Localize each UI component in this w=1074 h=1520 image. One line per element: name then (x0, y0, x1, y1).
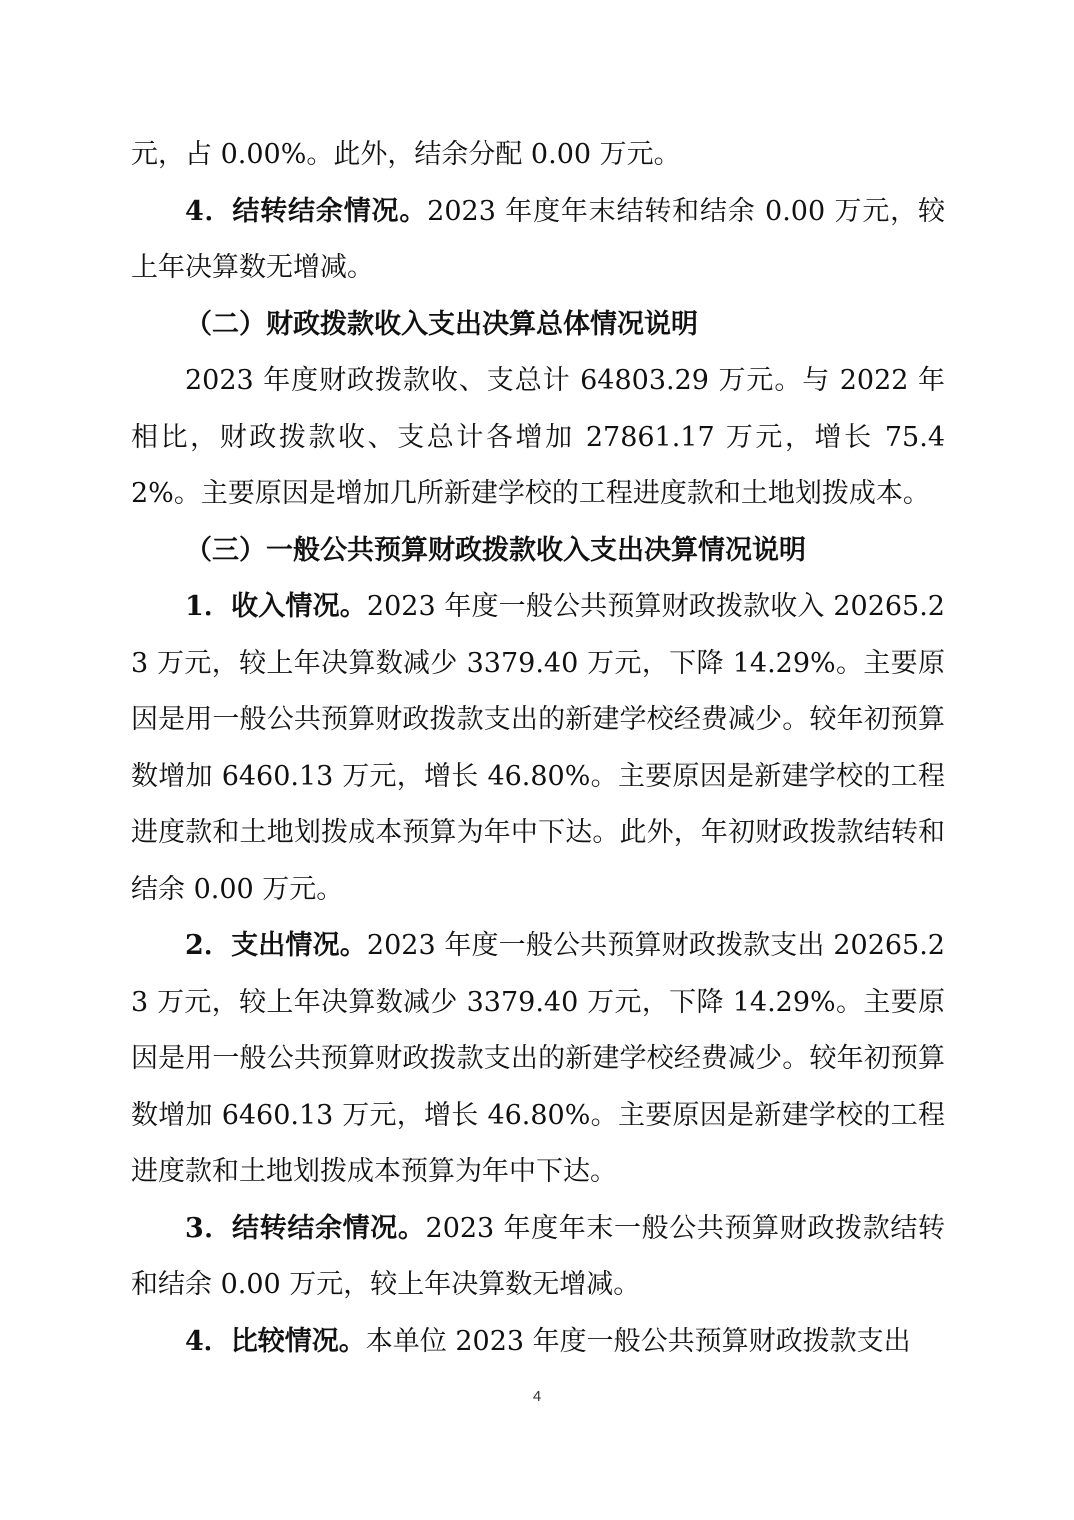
paragraph-fiscal-overview: 2023 年度财政拨款收、支总计 64803.29 万元。与 2022 年相比，财政拨款收、支总计各增加 27861.17 万元，增长 75.42%。主要原因是增加几所新建学校的工程进度款和土地划拨成本。 (131, 365, 945, 509)
section-heading-fiscal-overview: （二）财政拨款收入支出决算总体情况说明 (185, 308, 698, 340)
page-number: 4 (532, 1388, 542, 1405)
paragraph-expenditure-status (131, 918, 945, 1201)
section-heading-general-budget: （三）一般公共预算财政拨款收入支出决算情况说明 (185, 534, 806, 566)
document-body (131, 127, 945, 1370)
paragraph-lead: 1．收入情况。 (185, 591, 367, 622)
paragraph-text: 2023 年度一般公共预算财政拨款支出 20265.23 万元，较上年决算数减少 3379.40 万元，下降 14.29%。主要原因是用一般公共预算财政拨款支出的新建学校经费减少。较年初预算数增加 6460.13 万元，增长 46.80%。主要原因是新建学校的工程进度款和土地划拨成本预算为年中下达。 (131, 930, 945, 1187)
paragraph-income-status (131, 579, 945, 918)
paragraph-text: 2023 年度年末一般公共预算财政拨款结转和结余 0.00 万元，较上年决算数无增减。 (131, 1212, 945, 1300)
paragraph-balance-distribution: 元，占 0.00%。此外，结余分配 0.00 万元。 (131, 139, 681, 170)
paragraph-carryover-status (131, 184, 945, 297)
paragraph-lead: 4．比较情况。 (185, 1325, 366, 1357)
paragraph-general-carryover (131, 1201, 945, 1314)
paragraph-comparison (131, 1314, 945, 1371)
paragraph-text: 2023 年度一般公共预算财政拨款收入 20265.23 万元，较上年决算数减少 3379.40 万元，下降 14.29%。主要原因是用一般公共预算财政拨款支出的新建学校经费减少。较年初预算数增加 6460.13 万元，增长 46.80%。主要原因是新建学校的工程进度款和土地划拨成本预算为年中下达。此外，年初财政拨款结转和结余 0.00 万元。 (131, 591, 945, 905)
paragraph-text: 2023 年度年末结转和结余 0.00 万元，较上年决算数无增减。 (131, 195, 945, 283)
paragraph-lead: 2．支出情况。 (185, 930, 367, 961)
paragraph-text: 本单位 2023 年度一般公共预算财政拨款支出 (365, 1325, 911, 1357)
paragraph-lead: 4．结转结余情况。 (185, 195, 428, 227)
paragraph-lead: 3．结转结余情况。 (185, 1212, 426, 1244)
